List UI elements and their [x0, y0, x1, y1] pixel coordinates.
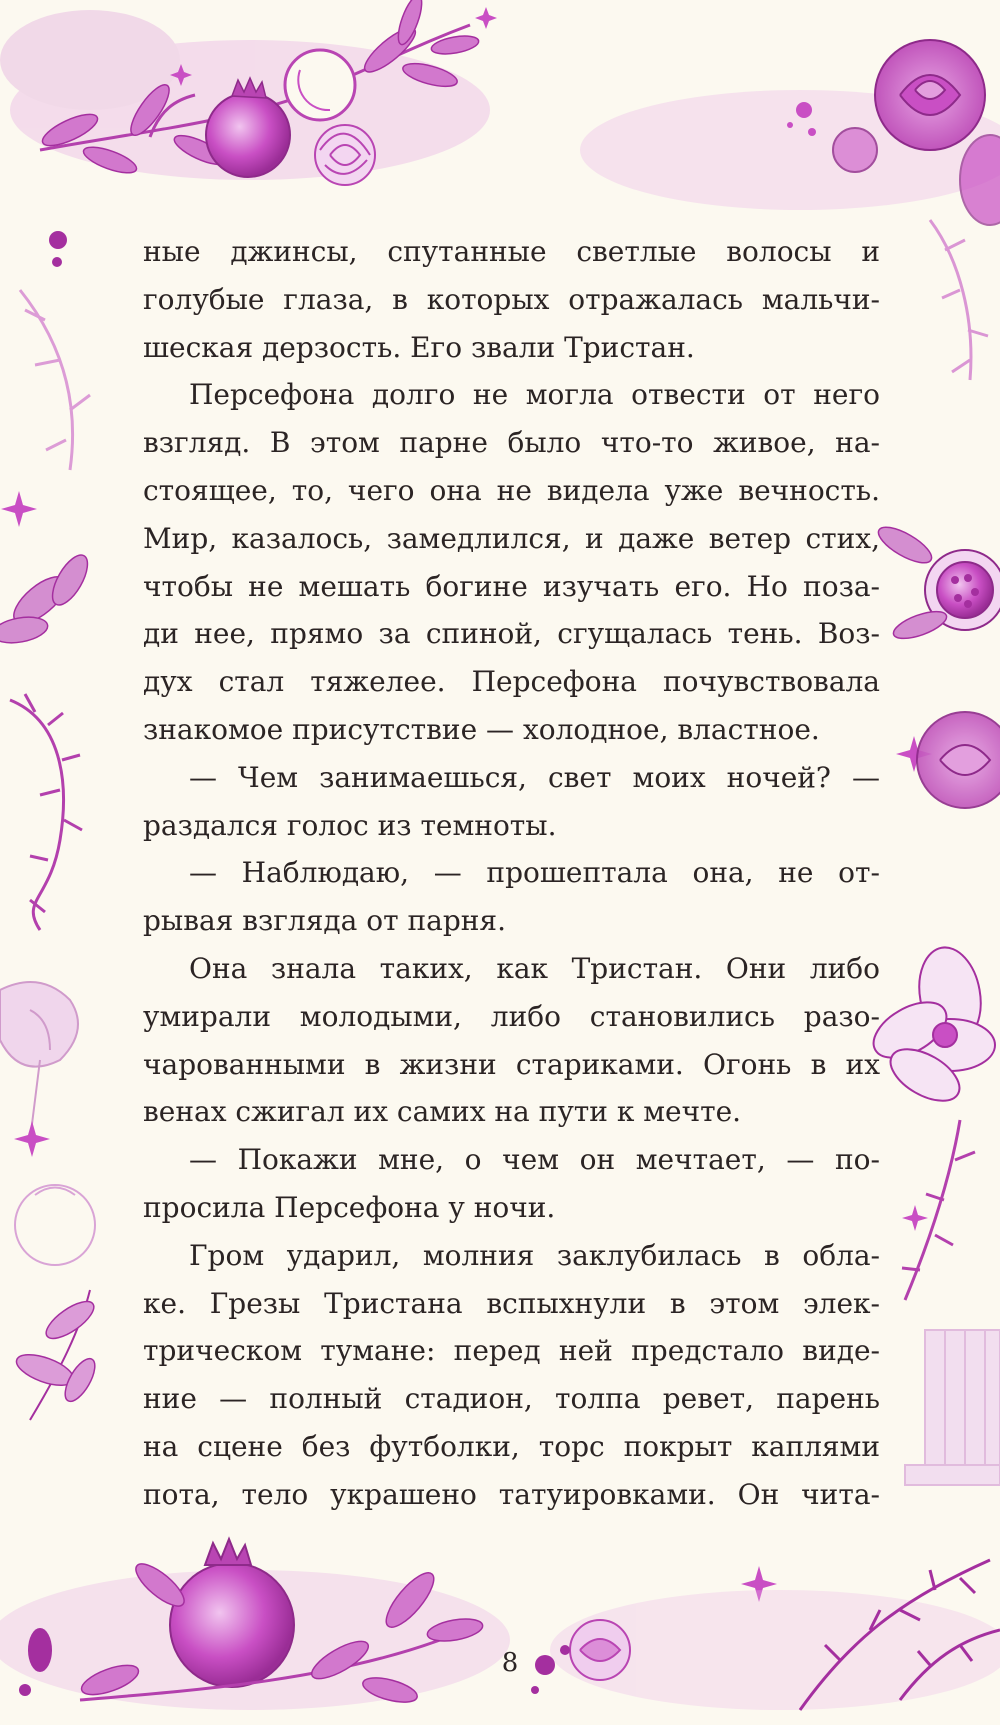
text-line: — Покажи мне, о чем он мечтает, — по- [189, 1143, 880, 1177]
text-line: ке. Грезы Тристана вспыхнули в этом элек- [143, 1286, 880, 1320]
left-pomegranate-outline-icon [15, 1185, 95, 1265]
text-line: ные джинсы, спутанные светлые волосы и [143, 235, 880, 268]
left-flower-icon [0, 982, 78, 1140]
text-line: — Наблюдаю, — прошептала она, не от- [189, 856, 880, 890]
text-line: Мир, казалось, замедлился, и даже ветер стих, [143, 521, 880, 555]
text-line: рывая взгляда от парня. [143, 904, 506, 938]
text-line: раздался голос из темноты. [143, 808, 557, 842]
text-line: ние — полный стадион, толпа ревет, парень [143, 1382, 880, 1416]
text-line: Гром ударил, молния заклубилась в обла- [189, 1238, 880, 1272]
left-sparkle-star-icon [1, 491, 37, 527]
page-number: 8 [501, 1648, 519, 1678]
left-leaf-branch-icon [0, 550, 94, 647]
text-line: — Чем занимаешься, свет моих ночей? — [189, 760, 880, 794]
text-line: ди нее, прямо за спиной, сгущалась тень. Воз- [143, 617, 880, 651]
greek-column-icon [905, 1330, 1000, 1485]
text-line: Персефона долго не могла отвести от него [189, 378, 880, 412]
right-thorn-branch-icon [930, 220, 988, 380]
text-line: голубые глаза, в которых отражалась мальчи- [143, 282, 880, 316]
text-line: стоящее, то, чего она не видела уже вечность. [143, 473, 880, 507]
text-line: знакомое присутствие — холодное, властное. [143, 712, 820, 746]
text-line: просила Персефона у ночи. [143, 1190, 556, 1224]
body-text [143, 228, 880, 1519]
text-line: чтобы не мешать богине изучать его. Но поза- [143, 569, 880, 603]
text-line: шеская дерзость. Его звали Тристан. [143, 330, 695, 364]
right-flower-icon [864, 943, 995, 1112]
left-lower-leaf-branch-icon [13, 1290, 101, 1420]
text-line: венах сжигал их самих на пути к мечте. [143, 1095, 742, 1129]
bottom-rose-icon [570, 1620, 630, 1680]
left-thorn-branch-icon [20, 290, 90, 470]
text-line: дух стал тяжелее. Персефона почувствовала [143, 665, 880, 699]
text-line: чарованными в жизни стариками. Огонь в их [143, 1047, 880, 1081]
left-sparkle-star-icon [14, 1121, 50, 1157]
text-line: на сцене без футболки, торс покрыт каплями [143, 1429, 880, 1463]
text-line: трическом тумане: перед ней предстало виде- [143, 1334, 880, 1368]
text-line: взгляд. В этом парне было что-то живое, на- [143, 426, 880, 460]
right-lower-thorn-branch-icon [902, 1120, 975, 1300]
right-rose-icon [917, 712, 1000, 808]
left-bramble-icon [10, 694, 82, 930]
top-rose-icon [315, 125, 375, 185]
bottom-pomegranate-icon [170, 1539, 294, 1687]
moon-icon [285, 50, 355, 120]
text-line: умирали молодыми, либо становились разо- [143, 999, 880, 1033]
text-line: Она знала таких, как Тристан. Они либо [189, 951, 880, 985]
text-line: пота, тело украшено татуировками. Он чита- [143, 1477, 880, 1511]
